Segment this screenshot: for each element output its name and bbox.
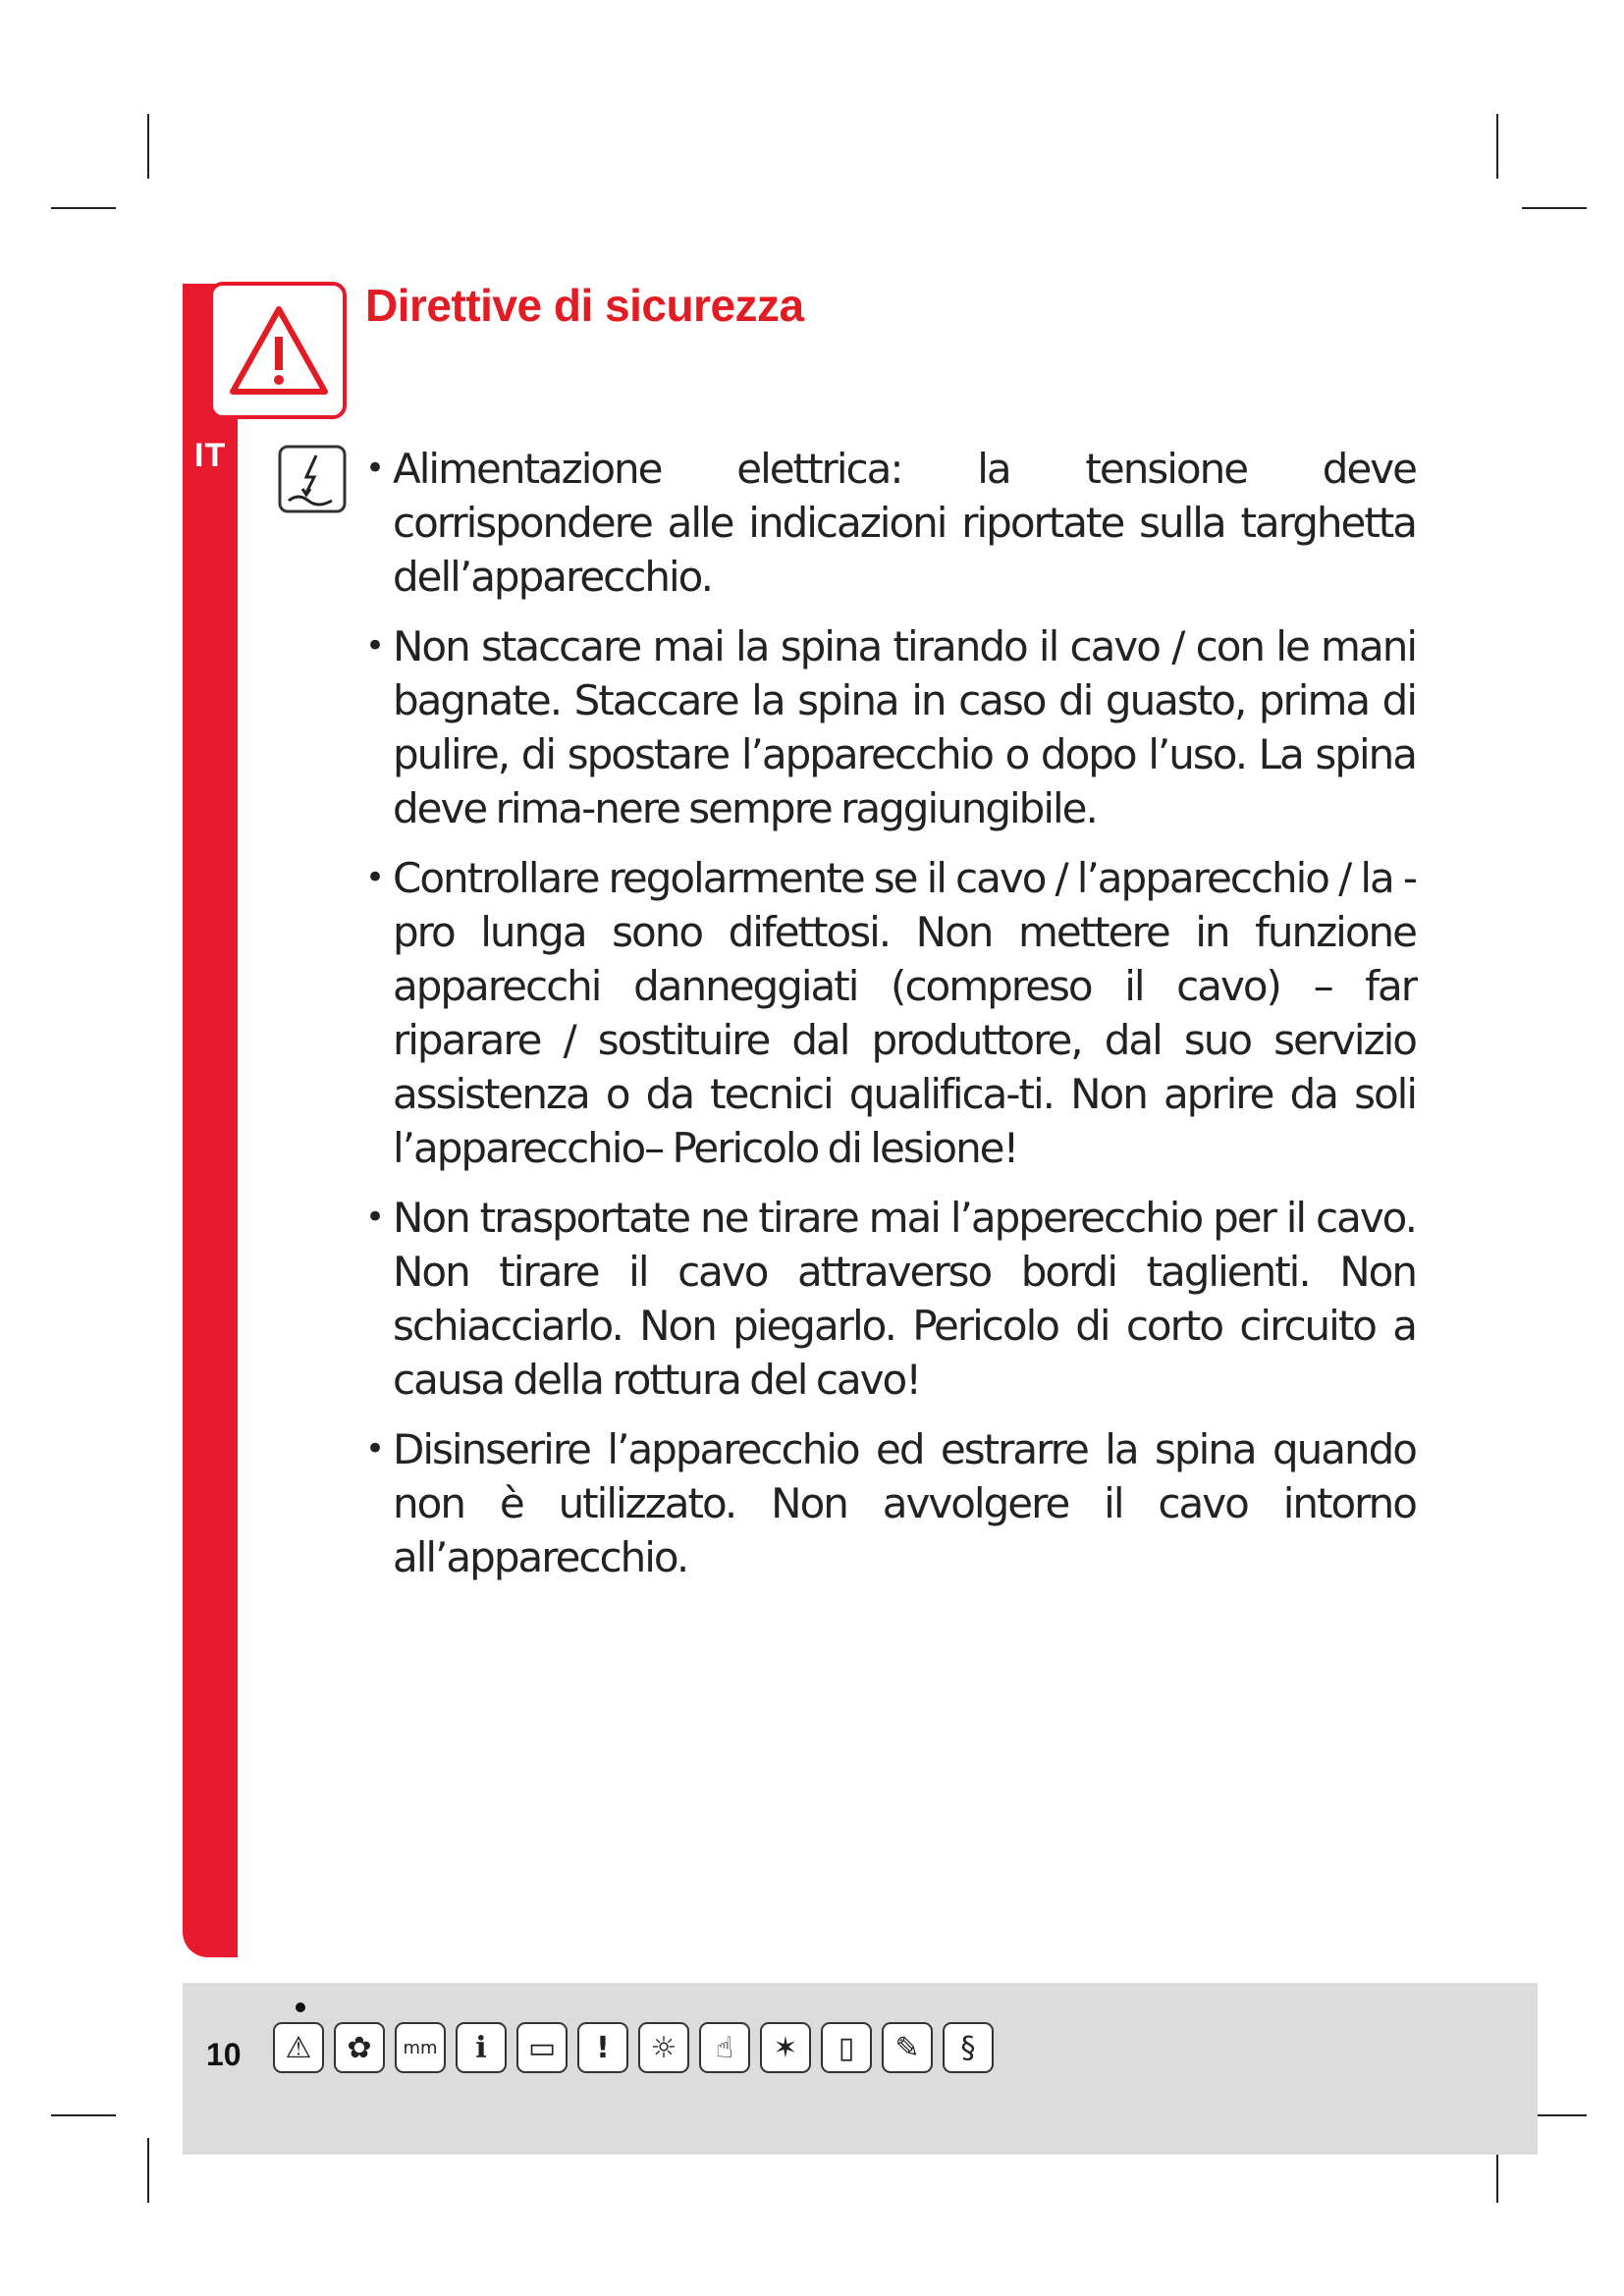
- language-tab: IT: [194, 437, 227, 474]
- crop-mark: [1522, 207, 1587, 209]
- crop-mark: [147, 114, 149, 179]
- list-item: • Non trasportate ne tirare mai l’apperecchio per il cavo. Non tirare il cavo attraverso bordi taglienti. Non schiacciarlo. Non piegarlo. Pericolo di corto circuito a causa della rottura del cavo!: [365, 1191, 1416, 1407]
- lightbulb-icon[interactable]: ☼: [638, 2022, 689, 2073]
- warning-icon[interactable]: ⚠: [273, 2022, 324, 2073]
- pencil-icon[interactable]: ✎: [882, 2022, 933, 2073]
- ruler-mm-icon[interactable]: mm: [395, 2022, 446, 2073]
- crop-mark: [51, 2114, 116, 2116]
- list-item: • Non staccare mai la spina tirando il cavo / con le mani bagnate. Staccare la spina in caso di guasto, prima di pulire, di spostare l’apparecchio o dopo l’uso. La spina deve rima-nere sempre raggiungibile.: [365, 619, 1416, 835]
- safety-bullet-list: [365, 442, 1416, 1600]
- crop-mark: [51, 207, 116, 209]
- page-title: Direttive di sicurezza: [365, 280, 804, 331]
- page-number: 10: [206, 2037, 242, 2072]
- list-item: • Alimentazione elettrica: la tensione deve corrispondere alle indicazioni riportate sulla targhetta dell’apparecchio.: [365, 442, 1416, 604]
- trash-bin-icon[interactable]: ▯: [821, 2022, 872, 2073]
- info-icon[interactable]: i: [456, 2022, 507, 2073]
- list-item: • Disinserire l’apparecchio ed estrarre la spina quando non è utilizzato. Non avvolgere il cavo intorno all’apparecchio.: [365, 1422, 1416, 1584]
- red-side-band: [183, 284, 238, 1957]
- battery-icon[interactable]: ▭: [516, 2022, 568, 2073]
- thumbs-up-icon[interactable]: ☝: [699, 2022, 750, 2073]
- section-sign-icon[interactable]: §: [943, 2022, 994, 2073]
- footer-icon-row: [273, 2022, 994, 2073]
- crop-mark: [1496, 114, 1498, 179]
- active-indicator-dot: [296, 2002, 305, 2012]
- asterisk-icon[interactable]: ✶: [760, 2022, 811, 2073]
- exclamation-icon[interactable]: !: [577, 2022, 628, 2073]
- warning-triangle-icon: [225, 295, 333, 405]
- flower-icon[interactable]: ✿: [334, 2022, 385, 2073]
- crop-mark: [147, 2138, 149, 2203]
- electrical-hazard-icon: [277, 444, 348, 514]
- list-item: • Controllare regolarmente se il cavo / l’apparecchio / la -pro lunga sono difettosi. Non mettere in funzione apparecchi danneggiati (compreso il cavo) – far riparare / sostituire dal produttore, dal suo servizio assistenza o da tecnici qualifica-ti. Non aprire da soli l’apparecchio– Pericolo di lesione!: [365, 851, 1416, 1175]
- warning-header-icon: [209, 282, 347, 419]
